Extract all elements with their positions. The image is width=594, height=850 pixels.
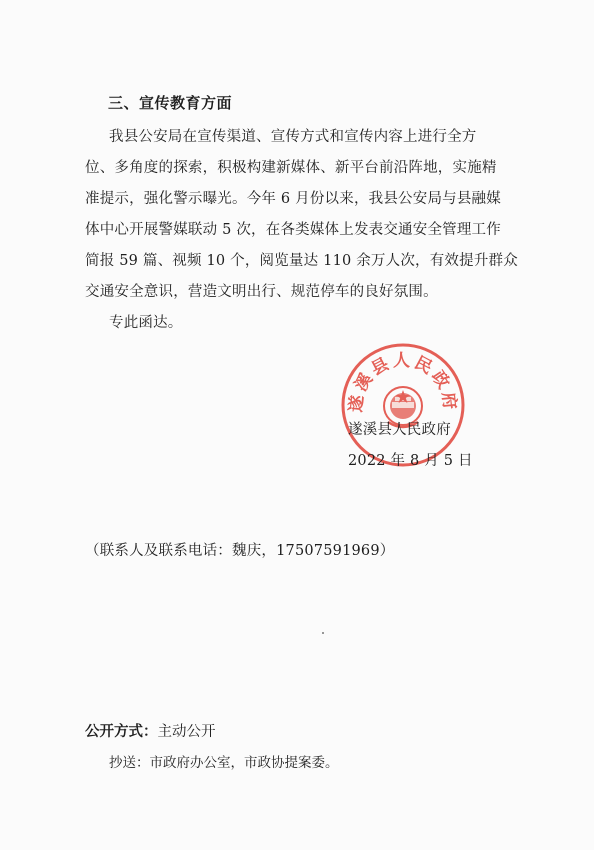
paragraph-line: 我县公安局在宣传渠道、宣传方式和宣传内容上进行全方 (109, 129, 477, 145)
seal-ring-text: 遂溪县人民政府 (346, 351, 460, 414)
issue-date: 2022 年 8 月 5 日 (348, 453, 473, 469)
paragraph-line: 体中心开展警媒联动 5 次，在各类媒体上发表交通安全管理工作 (85, 222, 501, 238)
contact-info: （联系人及联系电话：魏庆，17507591969） (85, 543, 395, 559)
disclosure-method (85, 720, 216, 741)
scan-speck (322, 632, 324, 634)
paragraph-line: 交通安全意识，营造文明出行、规范停车的良好氛围。 (85, 284, 438, 300)
paragraph-line: 位、多角度的探索，积极构建新媒体、新平台前沿阵地，实施精 (85, 160, 497, 176)
cc-line: 抄送：市政府办公室，市政协提案委。 (109, 755, 339, 771)
section-heading: 三、宣传教育方面 (108, 94, 233, 112)
closing-line: 专此函达。 (109, 315, 183, 331)
disclosure-label: 公开方式： (85, 724, 158, 740)
paragraph-line: 准提示，强化警示曝光。今年 6 月份以来，我县公安局与县融媒 (85, 191, 501, 207)
issuer-name: 遂溪县人民政府 (348, 422, 451, 438)
disclosure-value: 主动公开 (157, 724, 216, 740)
paragraph-line: 简报 59 篇、视频 10 个，阅览量达 110 余万人次，有效提升群众 (85, 253, 518, 269)
